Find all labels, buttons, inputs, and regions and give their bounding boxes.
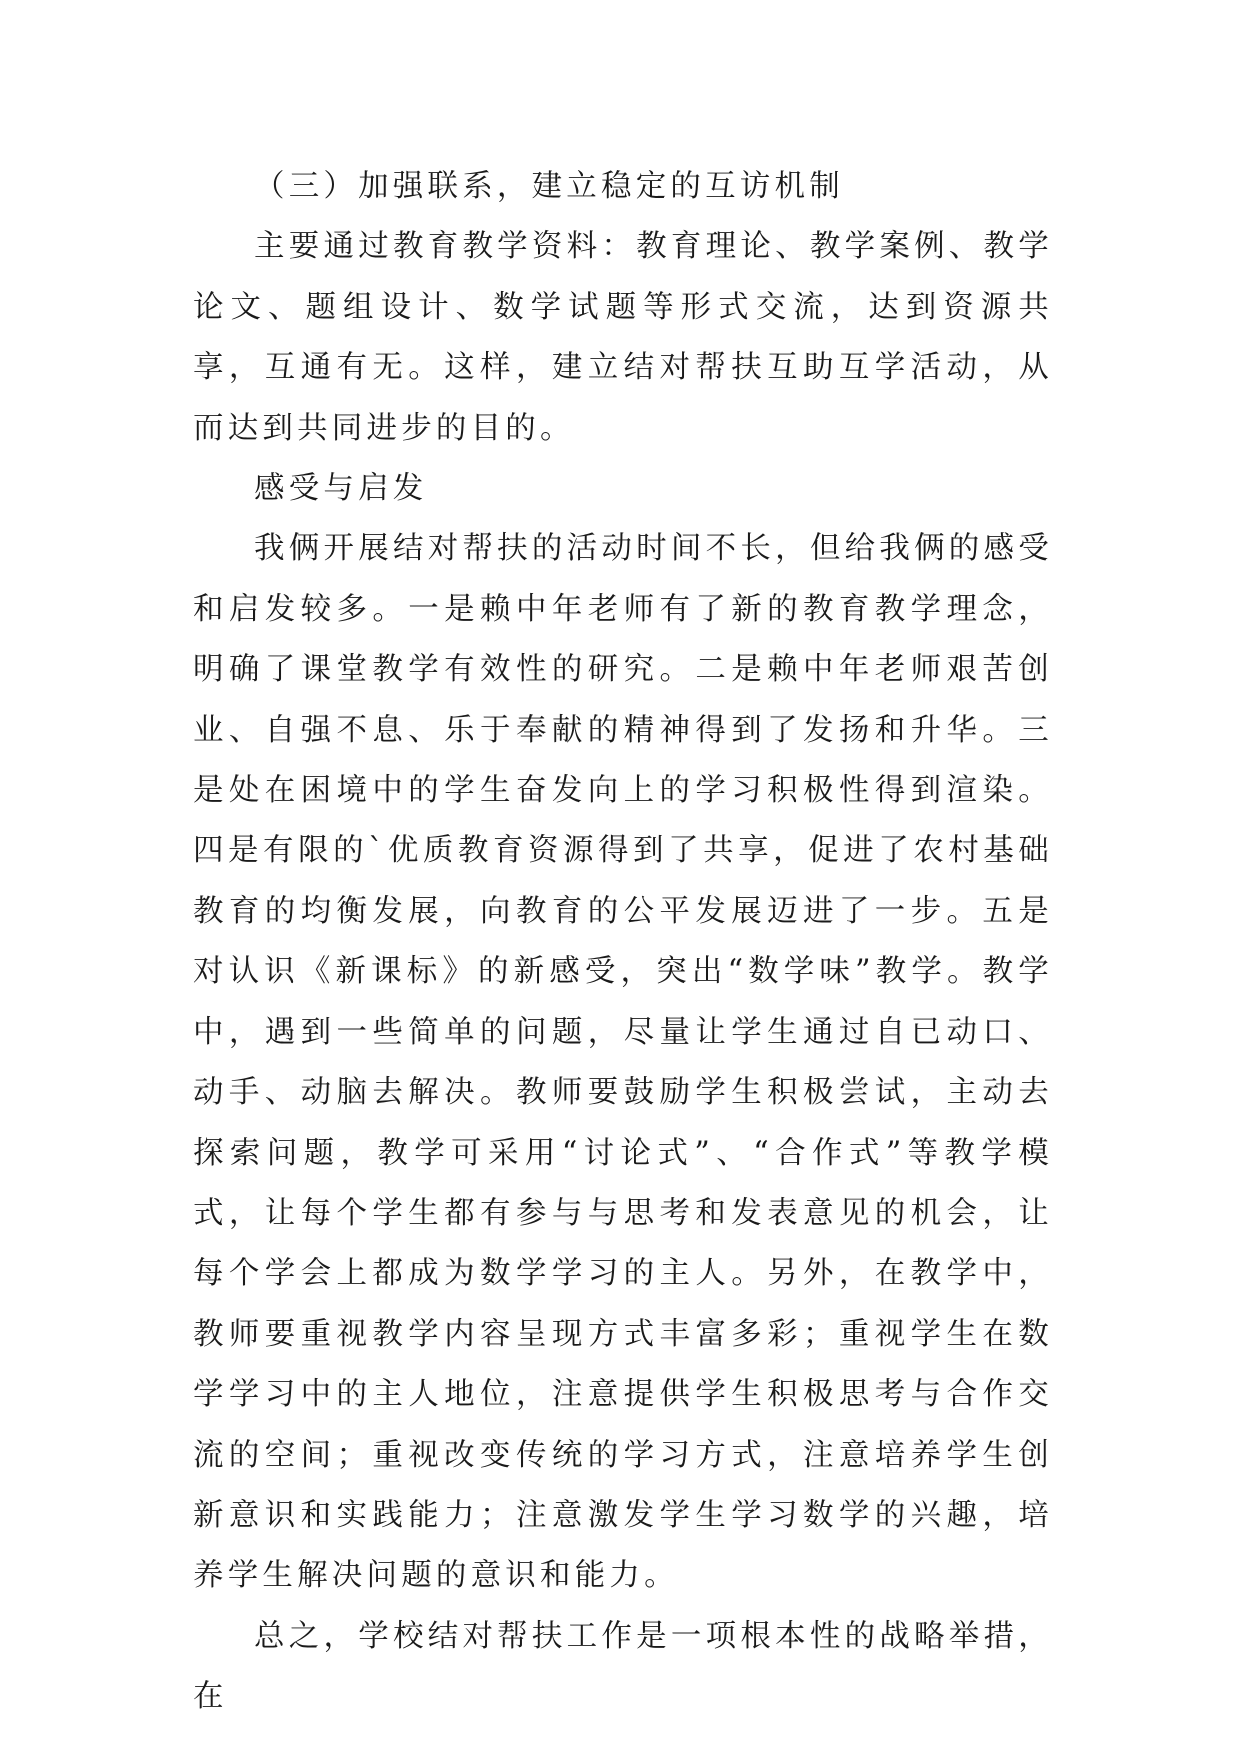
section-heading: （三）加强联系，建立稳定的互访机制 (254, 169, 844, 204)
subsection-heading: 感受与启发 (254, 471, 428, 507)
paragraph: 我俩开展结对帮扶的活动时间不长，但给我俩的感受和启发较多。一是赖中年老师有了新的教育教学理念，明确了课堂教学有效性的研究。二是赖中年老师艰苦创业、自强不息、乐于奉献的精神得到了发扬和升华。三是处在困境中的学生奋发向上的学习积极性得到渲染。四是有限的`优质教育资源得到了共享，促进了农村基础教育的均衡发展，向教育的公平发展迈进了一步。五是对认识《新课标》的新感受，突出“数学味”教学。教学中，遇到一些简单的问题，尽量让学生通过自已动口、动手、动脑去解决。教师要鼓励学生积极尝试，主动去探索问题，教学可采用“讨论式”、“合作式”等教学模式，让每个学生都有参与与思考和发表意见的机会，让每个学会上都成为数学学习的主人。另外，在教学中，教师要重视教学内容呈现方式丰富多彩；重视学生在数学学习中的主人地位，注意提供学生积极思考与合作交流的空间；重视改变传统的学习方式，注意培养学生创新意识和实践能力；注意激发学生学习数学的兴趣，培养学生解决问题的意识和能力。 (193, 531, 1053, 1594)
paragraph: 主要通过教育教学资料：教育理论、教学案例、教学论文、题组设计、数学试题等形式交流，达到资源共享，互通有无。这样，建立结对帮扶互助互学活动，从而达到共同进步的目的。 (193, 229, 1053, 446)
document-body (193, 157, 1053, 1728)
paragraph: 总之，学校结对帮扶工作是一项根本性的战略举措，在 (193, 1618, 1053, 1715)
